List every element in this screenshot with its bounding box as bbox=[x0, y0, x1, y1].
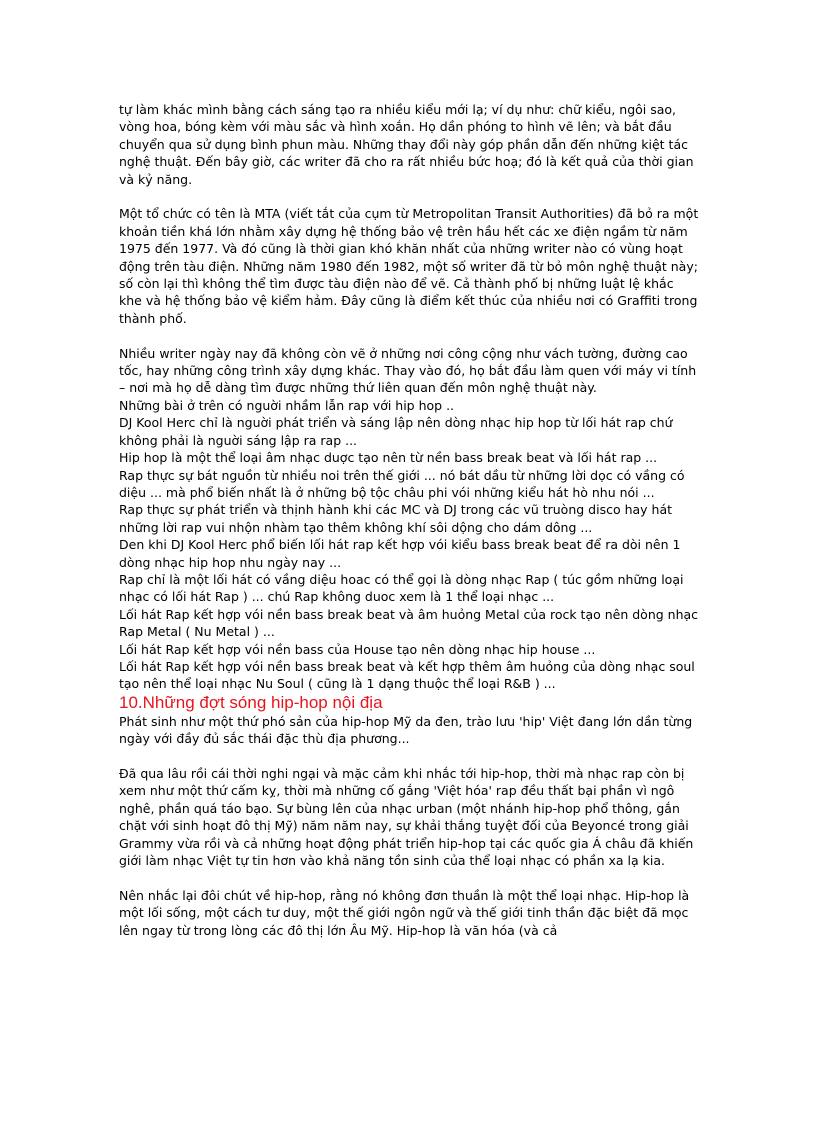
line-hip-hop-definition: Hip hop là một thể loại âm nhạc duợc tạo nên từ nền bass break beat và lối hát rap ... bbox=[119, 450, 658, 466]
paragraph-graffiti-styles: tự làm khác mình bằng cách sáng tạo ra nhiều kiểu mới lạ; ví dụ như: chữ kiểu, ngôi sao, vòng hoa, bóng kèm với màu sắc và hình xoắn. Họ dần phóng to hình vẽ lên; và bắt đầu chuyển qua sử dụng bình phun màu. Những thay đổi này góp phần dẫn đến những kiệt tác nghệ thuật. Đến bây giờ, các writer đã cho ra rất nhiều bức hoạ; đó là kết quả của thời gian và kỷ năng. bbox=[119, 102, 694, 187]
paragraph-spacer bbox=[119, 327, 699, 344]
paragraph-spacer bbox=[119, 188, 699, 205]
line-rap-style: Rap chỉ là một lối hát có vầng diệu hoac có thể gọi là dòng nhạc Rap ( túc gồm những loại nhạc có lối hát Rap ) ... chú Rap không duoc xem là 1 thể loại nhạc ... bbox=[119, 571, 684, 605]
line-nu-soul: Lối hát Rap kết hợp vói nền bass break beat và kết hợp thêm âm huỏng của dòng nhạc soul tạo nên thể loại nhạc Nu Soul ( cũng là 1 dạng thuộc thể loại R&B ) ... bbox=[119, 658, 695, 692]
paragraph-hip-viet-intro: Phát sinh như một thứ phó sản của hip-hop Mỹ da đen, trào lưu 'hip' Việt đang lớn dần từng ngày với đầy đủ sắc thái đặc thù địa phương... bbox=[119, 713, 693, 747]
line-rap-confusion: Những bài ở trên có nguời nhầm lẫn rap với hip hop .. bbox=[119, 397, 455, 413]
document-page bbox=[119, 101, 699, 939]
paragraph-hip-hop-history: Đã qua lâu rồi cái thời nghi ngại và mặc cảm khi nhắc tới hip-hop, thời mà nhạc rap còn bị xem như một thứ cấm kỵ, thời mà những cố gắng 'Việt hóa' rap đều thất bại phần vì ngô nghê, phần quá táo bạo. Sự bùng lên của nhạc urban (một nhánh hip-hop phổ thông, gắn chặt với sinh hoạt đô thị Mỹ) năm năm nay, sự khải thắng tuyệt đối của Beyoncé trong giải Grammy vừa rồi và cả những hoạt động phát triển hip-hop tại các quốc gia Á châu đã khiến giới làm nhạc Việt tự tin hơn vào khả năng tồn sinh của thể loại nhạc có phần xa lạ kia. bbox=[119, 765, 694, 869]
paragraph-writers-computers: Nhiều writer ngày nay đã không còn vẽ ở những nơi công cộng như vách tường, đường cao tốc, hay những công trình xây dựng khác. Thay vào đó, họ bắt đầu làm quen với máy vi tính – nơi mà họ dễ dàng tìm được những thứ liên quan đến môn nghệ thuật này. bbox=[119, 345, 697, 396]
paragraph-spacer bbox=[119, 869, 699, 886]
line-kool-herc-popularize: Den khi DJ Kool Herc phổ biến lối hát rap kết hợp vói kiểu bass break beat để ra dòi nên 1 dòng nhạc hip hop nhu ngày nay ... bbox=[119, 537, 681, 570]
paragraph-mta: Một tổ chức có tên là MTA (viết tắt của cụm từ Metropolitan Transit Authorities) đã bỏ ra một khoản tiền khá lớn nhằm xây dựng hệ thống bảo vệ trên hầu hết các xe điện ngầm từ năm 1975 đến 1977. Và đó cũng là thời gian khó khăn nhất của những writer nào có vùng hoạt động trên tàu điện. Những năm 1980 đến 1982, một số writer đã từ bỏ môn nghệ thuật này; số còn lại thì không thể tìm được tàu điện nào để vẽ. Cả thành phố bị những luật lệ khắc khe và hệ thống bảo vệ kiểm hảm. Đây cũng là điểm kết thúc của nhiều nơi có Graffiti trong thành phố. bbox=[119, 206, 699, 326]
line-hip-house: Lối hát Rap kết hợp vói nền bass của House tạo nên dòng nhạc hip house ... bbox=[119, 641, 596, 657]
line-rap-origins: Rap thực sự bát nguồn từ nhiều noi trên thế giới ... nó bát dầu từ những lời dọc có vầng có diệu ... mà phổ biến nhất là ở những bộ tộc châu phi vói những kiểu hát hò nhu nói ... bbox=[119, 467, 685, 500]
line-rap-development: Rap thực sự phát triển và thịnh hành khi các MC và DJ trong các vũ truòng disco hay hát những lời rap vui nhộn nhàm tạo thêm không khí sôi dộng cho dám dông ... bbox=[119, 502, 673, 535]
paragraph-spacer bbox=[119, 748, 699, 765]
paragraph-hip-hop-culture: Nên nhắc lại đôi chút về hip-hop, rằng nó không đơn thuần là một thể loại nhạc. Hip-hop là một lối sống, một cách tư duy, một thế giới ngôn ngữ và thế giới tinh thần đặc biệt đã mọc lên ngay từ trong lòng các đô thị lớn Âu Mỹ. Hip-hop là văn hóa (và cả bbox=[119, 887, 690, 938]
section-heading: 10.Những đợt sóng hip-hop nội địa bbox=[119, 692, 383, 712]
line-dj-kool-herc: DJ Kool Herc chỉ là nguời phát triển và sáng lập nên dòng nhạc hip hop từ lối hát rap chứ không phải là nguời sáng lập ra rap ... bbox=[119, 415, 673, 448]
line-rap-metal: Lối hát Rap kết hợp vói nền bass break beat và âm huỏng Metal của rock tạo nên dòng nhạc Rap Metal ( Nu Metal ) ... bbox=[119, 606, 699, 640]
